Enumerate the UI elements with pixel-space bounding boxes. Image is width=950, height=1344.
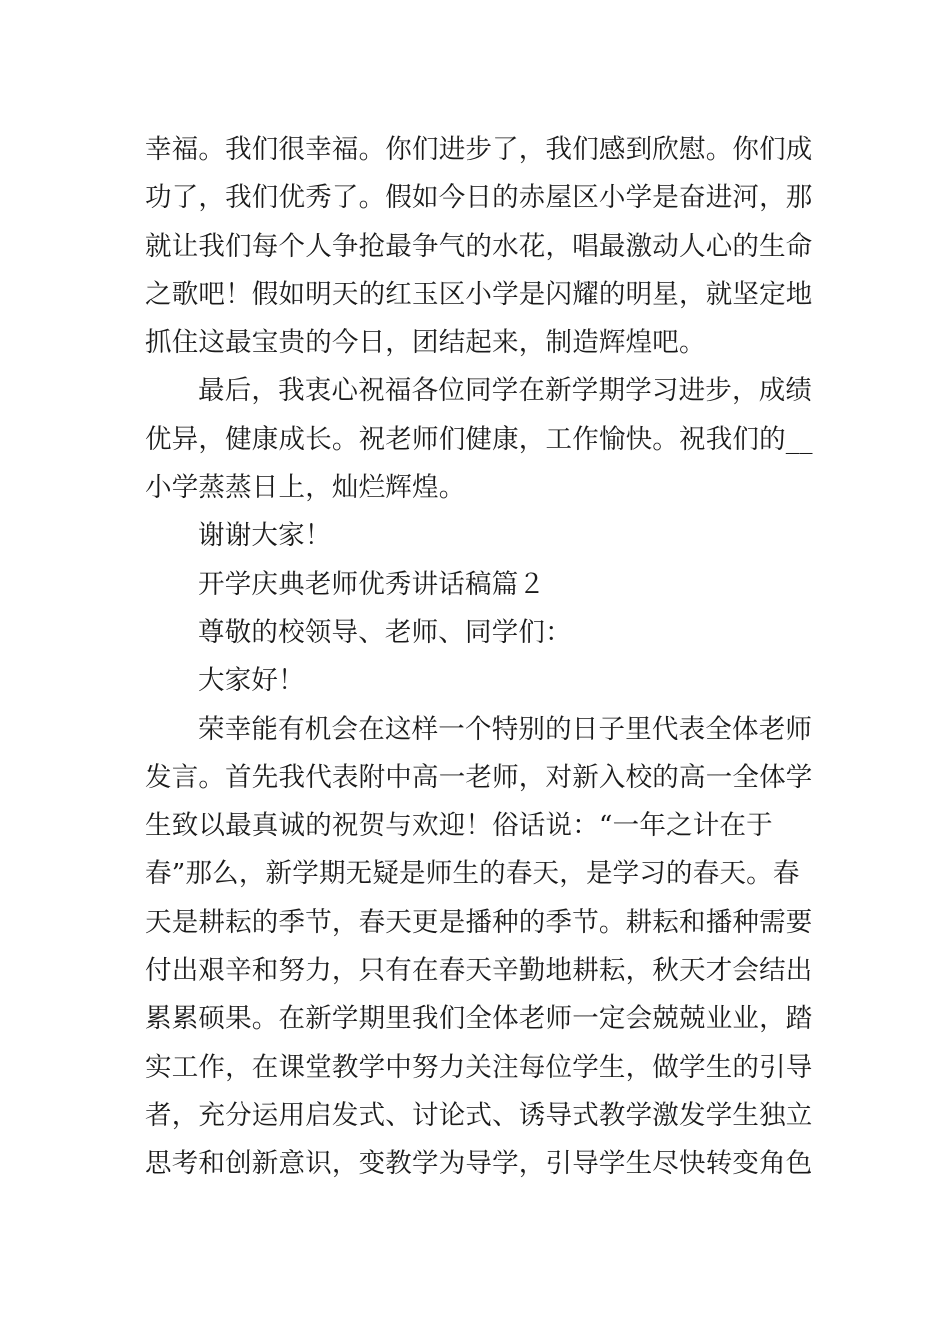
text-line: 就让我们每个人争抢最争气的水花，唱最激动人心的生命 (145, 230, 813, 262)
text-line: 功了，我们优秀了。假如今日的赤屋区小学是奋进河，那 (145, 182, 813, 214)
paragraph-speech-body (145, 706, 813, 1189)
salutation: 尊敬的校领导、老师、同学们： (198, 616, 572, 648)
text-line: 春”那么，新学期无疑是师生的春天，是学习的春天。春 (145, 858, 800, 890)
text-line: 优异，健康成长。祝老师们健康，工作愉快。祝我们的__ (145, 423, 813, 455)
text-line: 者，充分运用启发式、讨论式、诱导式教学激发学生独立 (145, 1099, 813, 1131)
text-line: 最后，我衷心祝福各位同学在新学期学习进步，成绩 (198, 375, 813, 407)
text-line: 幸福。我们很幸福。你们进步了，我们感到欣慰。你们成 (145, 134, 813, 165)
document-body (145, 126, 813, 1189)
greeting: 大家好！ (198, 665, 305, 697)
text-line: 发言。首先我代表附中高一老师，对新入校的高一全体学 (145, 761, 813, 793)
section-title: 开学庆典老师优秀讲话稿篇２ (198, 568, 546, 600)
text-line: 荣幸能有机会在这样一个特别的日子里代表全体老师 (198, 713, 813, 745)
text-line: 累累硕果。在新学期里我们全体老师一定会兢兢业业，踏 (145, 1003, 813, 1035)
text-line: 生致以最真诚的祝贺与欢迎！俗话说：“一年之计在于 (145, 810, 773, 842)
text-line: 小学蒸蒸日上，灿烂辉煌。 (145, 472, 466, 504)
paragraph-closing-wishes (145, 367, 813, 512)
paragraph-continued (145, 126, 813, 367)
text-line: 之歌吧！假如明天的红玉区小学是闪耀的明星，就坚定地 (145, 278, 813, 310)
thanks-line: 谢谢大家！ (198, 520, 332, 552)
text-line: 付出艰辛和努力，只有在春天辛勤地耕耘，秋天才会结出 (145, 955, 813, 987)
text-line: 思考和创新意识，变教学为导学，引导学生尽快转变角色 (145, 1148, 813, 1180)
text-line: 实工作，在课堂教学中努力关注每位学生，做学生的引导 (145, 1051, 813, 1083)
text-line: 抓住这最宝贵的今日，团结起来，制造辉煌吧。 (145, 327, 706, 359)
text-line: 天是耕耘的季节，春天更是播种的季节。耕耘和播种需要 (145, 906, 813, 938)
